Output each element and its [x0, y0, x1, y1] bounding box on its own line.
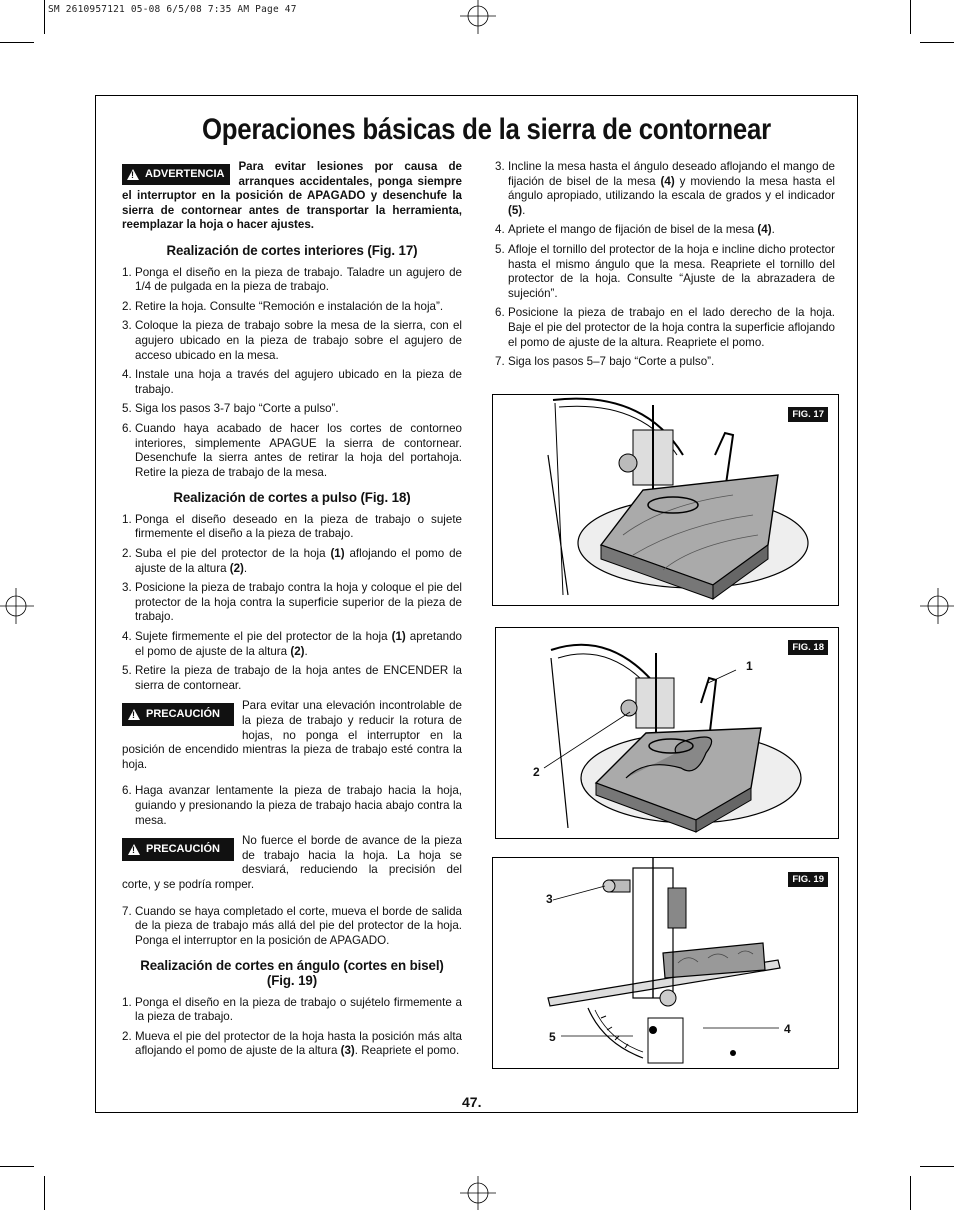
list-item: 7. Siga los pasos 5–7 bajo “Corte a pulso”.	[495, 355, 715, 369]
list-item: 5. Siga los pasos 3-7 bajo “Corte a pulso”.	[122, 402, 339, 416]
crop-mark	[920, 42, 954, 43]
caution-text: No fuerce el borde de avance de la pieza de trabajo hacia la hoja. La hoja se desviará, reduciendo la precisión del corte, y se podría romper.	[122, 834, 462, 891]
registration-mark-icon	[0, 584, 36, 628]
figure-19	[492, 857, 839, 1069]
callout-1: 1	[746, 659, 753, 673]
scroll-saw-illustration	[493, 395, 838, 605]
print-slug: SM 2610957121 05-08 6/5/08 7:35 AM Page 47	[48, 4, 297, 15]
list-item: 3. Incline la mesa hasta el ángulo deseado aflojando el mango de fijación de bisel de la mesa (4) y moviendo la mesa hasta el ángulo apropiado, utilizando la escala de grados y el indicador (5).	[495, 160, 835, 217]
registration-mark-icon	[456, 1174, 500, 1210]
list-item: 5. Retire la pieza de trabajo de la hoja antes de ENCENDER la sierra de contornear.	[122, 664, 462, 692]
caution-block	[122, 834, 462, 892]
callout-5: 5	[549, 1030, 556, 1044]
scroll-saw-illustration	[493, 858, 838, 1068]
registration-mark-icon	[918, 584, 954, 628]
list-item: 1. Ponga el diseño en la pieza de trabajo o sujételo firmemente a la pieza de trabajo.	[122, 995, 462, 1024]
list-item: 3. Coloque la pieza de trabajo sobre la mesa de la sierra, con el agujero ubicado en la pieza de trabajo sobre el agujero de acceso ubicado en la mesa.	[122, 319, 462, 362]
list-item: 1. Ponga el diseño deseado en la pieza de trabajo o sujete firmemente el diseño a la pieza de trabajo.	[122, 512, 462, 541]
figure-label: FIG. 19	[788, 872, 828, 887]
callout-2: 2	[533, 765, 540, 779]
crop-mark	[44, 1176, 45, 1210]
crop-mark	[910, 1176, 911, 1210]
caution-block	[122, 699, 462, 772]
caution-badge: ! PRECAUCIÓN	[122, 703, 234, 726]
warning-text: Para evitar lesiones por causa de arranques accidentales, ponga siempre el interruptor en la posición de APAGADO y desenchufe la sierra de contornear antes de transportar la herramienta, reemplazar la hoja o hacer ajustes.	[122, 160, 462, 232]
registration-mark-icon	[456, 0, 500, 36]
figure-label: FIG. 18	[788, 640, 828, 655]
right-column	[495, 160, 835, 375]
list-item: 7. Cuando se haya completado el corte, mueva el borde de salida de la pieza de trabajo más allá del pie del protector de la hoja. Ponga el interruptor en la posición de APAGADO.	[122, 904, 462, 947]
list-item: 2. Mueva el pie del protector de la hoja hasta la posición más alta aflojando el pomo de ajuste de la altura (3). Reapriete el pomo.	[122, 1029, 462, 1058]
caution-badge: ! PRECAUCIÓN	[122, 838, 234, 861]
scroll-saw-illustration	[496, 628, 838, 838]
section-heading-freehand: Realización de cortes a pulso (Fig. 18)	[173, 489, 411, 506]
list-item: 5. Afloje el tornillo del protector de la hoja e incline dicho protector hasta el mismo ángulo que la mesa. Reapriete el tornillo del protector de la hoja. Consulte “Ajuste de la abrazadera de sujeción”.	[495, 242, 835, 300]
callout-4: 4	[784, 1022, 791, 1036]
caution-text: Para evitar una elevación incontrolable de la pieza de trabajo y reducir la rotura de hojas, no ponga el interruptor en la posición de encendido mientras la pieza de trabajo esté contra la hoja.	[122, 699, 462, 771]
list-item: 6. Cuando haya acabado de hacer los cortes de contorneo interiores, simplemente APAGUE la sierra de contornear. Desenchufe la sierra antes de retirar la hoja del portahoja. Retire la pieza de trabajo de la mesa.	[122, 421, 462, 479]
list-item: 4. Instale una hoja a través del agujero ubicado en la pieza de trabajo.	[122, 368, 462, 396]
list-item: 6. Haga avanzar lentamente la pieza de trabajo hacia la hoja, guiando y presionando la pieza de trabajo hacia abajo contra la mesa.	[122, 784, 462, 827]
figure-18	[495, 627, 839, 839]
bevel-steps-cont	[495, 160, 835, 370]
list-item: 4. Apriete el mango de fijación de bisel de la mesa (4).	[495, 223, 775, 237]
bevel-steps	[122, 996, 462, 1059]
callout-3: 3	[546, 892, 553, 906]
freehand-steps	[122, 513, 462, 694]
crop-mark	[44, 0, 45, 34]
crop-mark	[0, 1166, 34, 1167]
section-heading-bevel: Realización de cortes en ángulo (cortes en bisel) (Fig. 19)	[140, 957, 444, 988]
figure-label: FIG. 17	[788, 407, 828, 422]
warning-badge: ! ADVERTENCIA	[122, 164, 230, 185]
list-item: 1. Ponga el diseño en la pieza de trabajo. Taladre un agujero de 1/4 de pulgada en la pieza de trabajo.	[122, 265, 462, 294]
crop-mark	[910, 0, 911, 34]
section-heading-interior: Realización de cortes interiores (Fig. 17)	[166, 241, 418, 258]
warning-triangle-icon	[128, 709, 140, 720]
interior-steps	[122, 266, 462, 481]
figure-17	[492, 394, 839, 606]
warning-block	[122, 160, 462, 233]
freehand-steps-end	[122, 905, 462, 949]
freehand-steps-cont	[122, 784, 462, 828]
list-item: 2. Retire la hoja. Consulte “Remoción e instalación de la hoja”.	[122, 299, 444, 313]
warning-triangle-icon	[128, 844, 140, 855]
list-item: 6. Posicione la pieza de trabajo en el lado derecho de la hoja. Baje el pie del protector de la hoja contra la superficie aflojando el pomo de ajuste de la altura. Reapriete el pomo.	[495, 306, 835, 349]
page-number: 47.	[462, 1094, 482, 1110]
crop-mark	[920, 1166, 954, 1167]
list-item: 3. Posicione la pieza de trabajo contra la hoja y coloque el pie del protector de la hoja contra la superficie superior de la pieza de trabajo.	[122, 581, 462, 624]
crop-mark	[0, 42, 34, 43]
list-item: 2. Suba el pie del protector de la hoja (1) aflojando el pomo de ajuste de la altura (2).	[122, 547, 462, 575]
warning-triangle-icon	[127, 169, 139, 180]
page-title: Operaciones básicas de la sierra de contornear	[202, 113, 771, 146]
list-item: 4. Sujete firmemente el pie del protector de la hoja (1) apretando el pomo de ajuste de la altura (2).	[122, 630, 462, 658]
left-column	[122, 160, 462, 1064]
